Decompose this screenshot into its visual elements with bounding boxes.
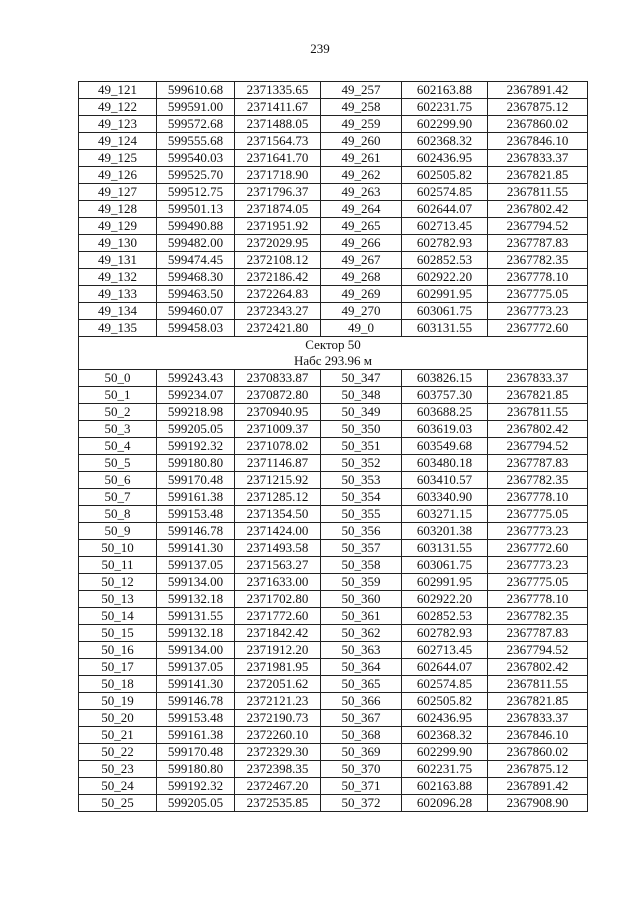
point-id-right: 49_261 [321, 150, 402, 167]
table-row [79, 523, 588, 540]
y-right: 2367782.35 [488, 472, 588, 489]
y-right: 2367794.52 [488, 218, 588, 235]
x-right: 602782.93 [402, 625, 488, 642]
x-right: 603201.38 [402, 523, 488, 540]
point-id-right: 50_356 [321, 523, 402, 540]
x-left: 599482.00 [157, 235, 235, 252]
table-row [79, 455, 588, 472]
y-right: 2367772.60 [488, 540, 588, 557]
point-id-left: 49_132 [79, 269, 157, 286]
x-left: 599610.68 [157, 82, 235, 99]
x-right: 602852.53 [402, 608, 488, 625]
x-right: 602505.82 [402, 693, 488, 710]
x-right: 603480.18 [402, 455, 488, 472]
point-id-right: 50_358 [321, 557, 402, 574]
table-row [79, 235, 588, 252]
point-id-left: 49_129 [79, 218, 157, 235]
point-id-right: 50_367 [321, 710, 402, 727]
x-right: 603340.90 [402, 489, 488, 506]
table-row [79, 608, 588, 625]
y-left: 2371354.50 [235, 506, 321, 523]
x-left: 599192.32 [157, 438, 235, 455]
y-left: 2371772.60 [235, 608, 321, 625]
y-right: 2367811.55 [488, 676, 588, 693]
point-id-left: 50_6 [79, 472, 157, 489]
y-right: 2367787.83 [488, 235, 588, 252]
table-row [79, 506, 588, 523]
x-left: 599170.48 [157, 744, 235, 761]
point-id-left: 50_9 [79, 523, 157, 540]
table-row [79, 184, 588, 201]
point-id-right: 50_369 [321, 744, 402, 761]
x-left: 599525.70 [157, 167, 235, 184]
y-right: 2367794.52 [488, 642, 588, 659]
x-left: 599591.00 [157, 99, 235, 116]
point-id-right: 50_360 [321, 591, 402, 608]
table-row [79, 370, 588, 387]
point-id-left: 50_19 [79, 693, 157, 710]
y-right: 2367775.05 [488, 286, 588, 303]
point-id-left: 49_128 [79, 201, 157, 218]
sector-50-rows [79, 370, 588, 812]
x-right: 602852.53 [402, 252, 488, 269]
table-row [79, 82, 588, 99]
sector-nabs-row [79, 353, 588, 370]
y-left: 2372398.35 [235, 761, 321, 778]
x-right: 602231.75 [402, 99, 488, 116]
point-id-right: 50_359 [321, 574, 402, 591]
table-row [79, 438, 588, 455]
y-left: 2372535.85 [235, 795, 321, 812]
x-left: 599134.00 [157, 574, 235, 591]
x-right: 602574.85 [402, 676, 488, 693]
table-row [79, 676, 588, 693]
y-left: 2371912.20 [235, 642, 321, 659]
point-id-right: 49_266 [321, 235, 402, 252]
point-id-left: 50_21 [79, 727, 157, 744]
x-left: 599468.30 [157, 269, 235, 286]
x-right: 602922.20 [402, 269, 488, 286]
y-right: 2367860.02 [488, 116, 588, 133]
x-left: 599205.05 [157, 795, 235, 812]
y-left: 2371564.73 [235, 133, 321, 150]
y-left: 2371146.87 [235, 455, 321, 472]
point-id-right: 50_364 [321, 659, 402, 676]
y-left: 2371078.02 [235, 438, 321, 455]
point-id-left: 50_7 [79, 489, 157, 506]
y-left: 2370872.80 [235, 387, 321, 404]
x-left: 599141.30 [157, 676, 235, 693]
point-id-right: 49_268 [321, 269, 402, 286]
table-row [79, 320, 588, 337]
point-id-right: 50_362 [321, 625, 402, 642]
point-id-right: 50_361 [321, 608, 402, 625]
y-right: 2367846.10 [488, 727, 588, 744]
y-left: 2372421.80 [235, 320, 321, 337]
table-row [79, 99, 588, 116]
y-left: 2370833.87 [235, 370, 321, 387]
y-left: 2372108.12 [235, 252, 321, 269]
x-right: 603826.15 [402, 370, 488, 387]
x-right: 602299.90 [402, 116, 488, 133]
y-left: 2371488.05 [235, 116, 321, 133]
table-row [79, 269, 588, 286]
table-row [79, 133, 588, 150]
point-id-right: 50_365 [321, 676, 402, 693]
point-id-left: 49_131 [79, 252, 157, 269]
x-right: 602713.45 [402, 642, 488, 659]
x-left: 599474.45 [157, 252, 235, 269]
point-id-right: 49_263 [321, 184, 402, 201]
x-right: 602991.95 [402, 574, 488, 591]
x-left: 599141.30 [157, 540, 235, 557]
y-left: 2372264.83 [235, 286, 321, 303]
coordinate-table [78, 81, 588, 812]
point-id-left: 50_13 [79, 591, 157, 608]
y-left: 2372186.42 [235, 269, 321, 286]
x-right: 602436.95 [402, 150, 488, 167]
y-right: 2367846.10 [488, 133, 588, 150]
y-left: 2372190.73 [235, 710, 321, 727]
y-right: 2367891.42 [488, 82, 588, 99]
y-right: 2367875.12 [488, 99, 588, 116]
x-right: 602096.28 [402, 795, 488, 812]
x-left: 599137.05 [157, 557, 235, 574]
table-row [79, 472, 588, 489]
x-left: 599132.18 [157, 625, 235, 642]
x-left: 599460.07 [157, 303, 235, 320]
y-right: 2367860.02 [488, 744, 588, 761]
point-id-left: 50_0 [79, 370, 157, 387]
y-right: 2367772.60 [488, 320, 588, 337]
x-right: 602505.82 [402, 167, 488, 184]
point-id-right: 49_260 [321, 133, 402, 150]
y-left: 2371951.92 [235, 218, 321, 235]
x-left: 599161.38 [157, 727, 235, 744]
x-left: 599192.32 [157, 778, 235, 795]
x-left: 599132.18 [157, 591, 235, 608]
x-left: 599512.75 [157, 184, 235, 201]
point-id-right: 50_372 [321, 795, 402, 812]
x-left: 599137.05 [157, 659, 235, 676]
y-right: 2367821.85 [488, 387, 588, 404]
x-right: 603271.15 [402, 506, 488, 523]
x-left: 599153.48 [157, 710, 235, 727]
x-left: 599131.55 [157, 608, 235, 625]
page-number: 239 [310, 41, 330, 56]
point-id-left: 49_122 [79, 99, 157, 116]
y-right: 2367787.83 [488, 455, 588, 472]
x-left: 599458.03 [157, 320, 235, 337]
point-id-left: 50_3 [79, 421, 157, 438]
point-id-left: 49_124 [79, 133, 157, 150]
point-id-left: 50_25 [79, 795, 157, 812]
table-row [79, 659, 588, 676]
table-row [79, 167, 588, 184]
y-left: 2371411.67 [235, 99, 321, 116]
table-row [79, 727, 588, 744]
point-id-left: 49_134 [79, 303, 157, 320]
x-right: 602644.07 [402, 201, 488, 218]
x-left: 599170.48 [157, 472, 235, 489]
y-right: 2367778.10 [488, 489, 588, 506]
x-right: 602299.90 [402, 744, 488, 761]
table-row [79, 286, 588, 303]
x-left: 599501.13 [157, 201, 235, 218]
point-id-right: 49_258 [321, 99, 402, 116]
x-left: 599572.68 [157, 116, 235, 133]
x-right: 602231.75 [402, 761, 488, 778]
point-id-right: 50_363 [321, 642, 402, 659]
x-left: 599180.80 [157, 455, 235, 472]
x-left: 599180.80 [157, 761, 235, 778]
y-left: 2371285.12 [235, 489, 321, 506]
point-id-left: 50_17 [79, 659, 157, 676]
point-id-right: 50_354 [321, 489, 402, 506]
x-left: 599463.50 [157, 286, 235, 303]
table-row [79, 710, 588, 727]
y-right: 2367811.55 [488, 184, 588, 201]
y-left: 2371563.27 [235, 557, 321, 574]
point-id-right: 49_257 [321, 82, 402, 99]
y-left: 2372329.30 [235, 744, 321, 761]
point-id-right: 50_352 [321, 455, 402, 472]
x-left: 599234.07 [157, 387, 235, 404]
y-right: 2367802.42 [488, 201, 588, 218]
table-row [79, 744, 588, 761]
y-right: 2367821.85 [488, 167, 588, 184]
point-id-left: 50_1 [79, 387, 157, 404]
y-left: 2372029.95 [235, 235, 321, 252]
sector-title: Сектор 50 [79, 337, 588, 354]
point-id-left: 50_8 [79, 506, 157, 523]
y-left: 2371009.37 [235, 421, 321, 438]
x-left: 599490.88 [157, 218, 235, 235]
x-left: 599555.68 [157, 133, 235, 150]
x-right: 603410.57 [402, 472, 488, 489]
y-left: 2371215.92 [235, 472, 321, 489]
y-left: 2372467.20 [235, 778, 321, 795]
table-row [79, 540, 588, 557]
y-right: 2367802.42 [488, 659, 588, 676]
x-right: 602368.32 [402, 133, 488, 150]
x-right: 603549.68 [402, 438, 488, 455]
x-right: 602991.95 [402, 286, 488, 303]
x-right: 602163.88 [402, 82, 488, 99]
table-row [79, 252, 588, 269]
y-right: 2367833.37 [488, 370, 588, 387]
y-right: 2367833.37 [488, 710, 588, 727]
point-id-right: 50_349 [321, 404, 402, 421]
y-right: 2367833.37 [488, 150, 588, 167]
point-id-left: 50_15 [79, 625, 157, 642]
x-left: 599146.78 [157, 523, 235, 540]
x-right: 602922.20 [402, 591, 488, 608]
point-id-left: 50_5 [79, 455, 157, 472]
table-row [79, 387, 588, 404]
point-id-left: 49_127 [79, 184, 157, 201]
y-left: 2371796.37 [235, 184, 321, 201]
y-left: 2372121.23 [235, 693, 321, 710]
table-row [79, 625, 588, 642]
y-left: 2371981.95 [235, 659, 321, 676]
point-id-right: 50_371 [321, 778, 402, 795]
point-id-right: 50_366 [321, 693, 402, 710]
point-id-right: 49_265 [321, 218, 402, 235]
table-row [79, 421, 588, 438]
y-right: 2367908.90 [488, 795, 588, 812]
point-id-right: 49_269 [321, 286, 402, 303]
point-id-left: 49_133 [79, 286, 157, 303]
y-right: 2367821.85 [488, 693, 588, 710]
y-left: 2371874.05 [235, 201, 321, 218]
y-right: 2367778.10 [488, 269, 588, 286]
y-right: 2367773.23 [488, 303, 588, 320]
point-id-right: 50_347 [321, 370, 402, 387]
table-row [79, 218, 588, 235]
y-right: 2367794.52 [488, 438, 588, 455]
point-id-right: 50_351 [321, 438, 402, 455]
x-right: 602368.32 [402, 727, 488, 744]
sector-header [79, 337, 588, 370]
table-row [79, 761, 588, 778]
point-id-left: 50_12 [79, 574, 157, 591]
table-row [79, 116, 588, 133]
x-left: 599134.00 [157, 642, 235, 659]
point-id-left: 50_2 [79, 404, 157, 421]
point-id-left: 49_121 [79, 82, 157, 99]
x-left: 599243.43 [157, 370, 235, 387]
point-id-right: 49_0 [321, 320, 402, 337]
point-id-left: 50_24 [79, 778, 157, 795]
point-id-left: 50_22 [79, 744, 157, 761]
point-id-right: 50_348 [321, 387, 402, 404]
sector-49-rows [79, 82, 588, 337]
point-id-left: 49_130 [79, 235, 157, 252]
x-right: 603131.55 [402, 540, 488, 557]
point-id-left: 49_123 [79, 116, 157, 133]
point-id-right: 49_267 [321, 252, 402, 269]
point-id-left: 49_126 [79, 167, 157, 184]
x-left: 599218.98 [157, 404, 235, 421]
x-right: 602713.45 [402, 218, 488, 235]
x-left: 599540.03 [157, 150, 235, 167]
x-right: 603131.55 [402, 320, 488, 337]
point-id-left: 49_125 [79, 150, 157, 167]
point-id-right: 49_270 [321, 303, 402, 320]
table-row [79, 574, 588, 591]
table-row [79, 778, 588, 795]
x-right: 603757.30 [402, 387, 488, 404]
point-id-right: 50_357 [321, 540, 402, 557]
point-id-left: 50_23 [79, 761, 157, 778]
y-left: 2371493.58 [235, 540, 321, 557]
y-left: 2371424.00 [235, 523, 321, 540]
y-right: 2367773.23 [488, 523, 588, 540]
table-row [79, 557, 588, 574]
y-right: 2367773.23 [488, 557, 588, 574]
y-right: 2367782.35 [488, 252, 588, 269]
point-id-left: 50_16 [79, 642, 157, 659]
point-id-right: 49_264 [321, 201, 402, 218]
y-right: 2367775.05 [488, 574, 588, 591]
point-id-left: 50_14 [79, 608, 157, 625]
x-right: 603619.03 [402, 421, 488, 438]
x-left: 599153.48 [157, 506, 235, 523]
y-right: 2367782.35 [488, 608, 588, 625]
x-right: 603688.25 [402, 404, 488, 421]
x-left: 599146.78 [157, 693, 235, 710]
table-row [79, 489, 588, 506]
x-right: 602436.95 [402, 710, 488, 727]
y-right: 2367775.05 [488, 506, 588, 523]
y-left: 2372260.10 [235, 727, 321, 744]
point-id-left: 50_18 [79, 676, 157, 693]
y-left: 2372051.62 [235, 676, 321, 693]
point-id-left: 50_4 [79, 438, 157, 455]
table-row [79, 642, 588, 659]
y-left: 2371718.90 [235, 167, 321, 184]
x-left: 599205.05 [157, 421, 235, 438]
y-right: 2367875.12 [488, 761, 588, 778]
x-right: 602782.93 [402, 235, 488, 252]
y-right: 2367802.42 [488, 421, 588, 438]
table-row [79, 693, 588, 710]
point-id-right: 50_353 [321, 472, 402, 489]
y-left: 2372343.27 [235, 303, 321, 320]
y-left: 2371335.65 [235, 82, 321, 99]
y-left: 2371633.00 [235, 574, 321, 591]
sector-title-row [79, 337, 588, 354]
table-row [79, 404, 588, 421]
table-row [79, 150, 588, 167]
point-id-left: 50_11 [79, 557, 157, 574]
x-right: 602163.88 [402, 778, 488, 795]
table-row [79, 795, 588, 812]
point-id-right: 49_262 [321, 167, 402, 184]
point-id-right: 50_355 [321, 506, 402, 523]
x-right: 602644.07 [402, 659, 488, 676]
sector-nabs: Набс 293.96 м [79, 353, 588, 370]
y-right: 2367778.10 [488, 591, 588, 608]
y-left: 2371842.42 [235, 625, 321, 642]
table-row [79, 303, 588, 320]
y-left: 2371641.70 [235, 150, 321, 167]
point-id-left: 50_10 [79, 540, 157, 557]
x-right: 603061.75 [402, 557, 488, 574]
table-row [79, 201, 588, 218]
y-right: 2367891.42 [488, 778, 588, 795]
point-id-right: 50_368 [321, 727, 402, 744]
x-right: 602574.85 [402, 184, 488, 201]
y-right: 2367787.83 [488, 625, 588, 642]
point-id-left: 50_20 [79, 710, 157, 727]
y-left: 2370940.95 [235, 404, 321, 421]
y-right: 2367811.55 [488, 404, 588, 421]
point-id-right: 49_259 [321, 116, 402, 133]
y-left: 2371702.80 [235, 591, 321, 608]
x-right: 603061.75 [402, 303, 488, 320]
x-left: 599161.38 [157, 489, 235, 506]
table-row [79, 591, 588, 608]
point-id-left: 49_135 [79, 320, 157, 337]
point-id-right: 50_350 [321, 421, 402, 438]
point-id-right: 50_370 [321, 761, 402, 778]
